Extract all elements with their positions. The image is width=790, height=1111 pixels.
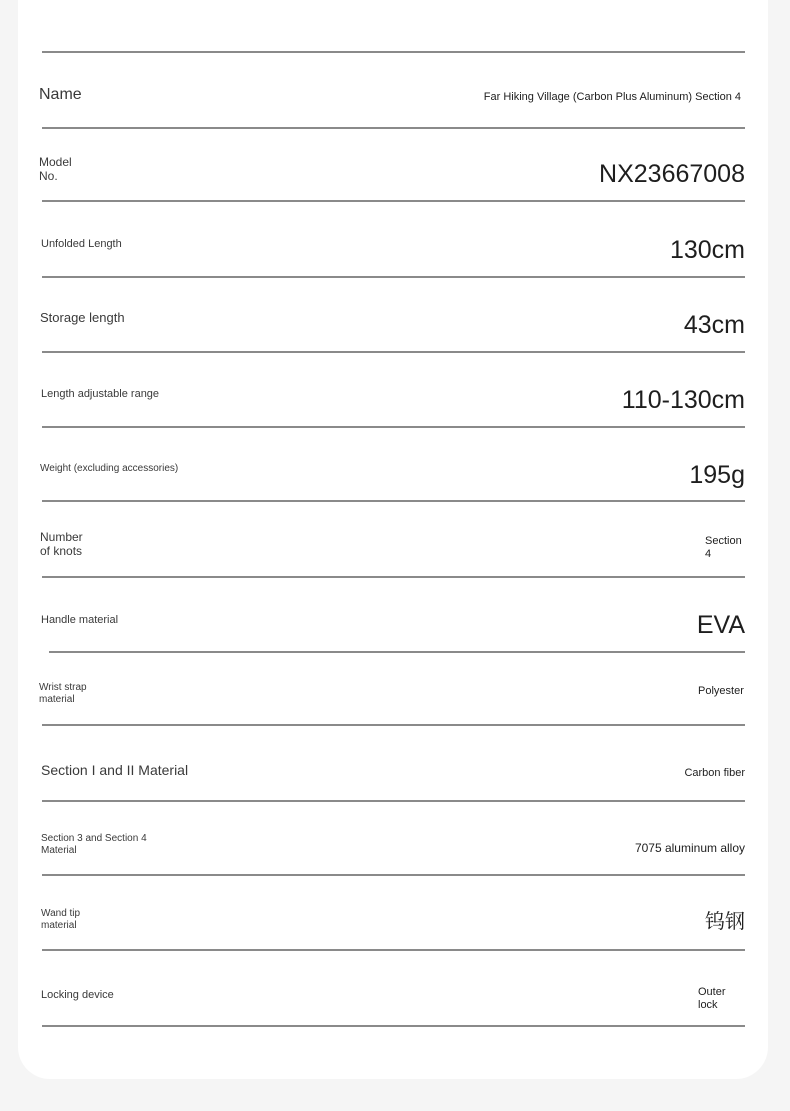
divider <box>42 51 745 53</box>
divider <box>42 576 745 578</box>
spec-label-weight: Weight (excluding accessories) <box>40 463 179 474</box>
divider <box>42 874 745 876</box>
spec-value-adjustable-range: 110-130cm <box>621 386 745 414</box>
divider <box>42 426 745 428</box>
spec-value-wand-tip-material: 钨钢 <box>705 911 745 933</box>
spec-label-wrist-strap-material: Wrist strap material <box>39 682 87 705</box>
divider <box>42 276 745 278</box>
divider <box>42 949 745 951</box>
spec-value-locking-device: Outer lock <box>698 986 726 1011</box>
spec-value-section-1-2-material: Carbon fiber <box>684 767 745 779</box>
spec-label-storage-length: Storage length <box>40 310 125 325</box>
divider <box>42 351 745 353</box>
spec-label-section-1-2-material: Section I and II Material <box>41 762 189 778</box>
spec-label-unfolded-length: Unfolded Length <box>41 238 122 250</box>
spec-label-number-of-knots: Number of knots <box>40 530 83 558</box>
spec-value-weight: 195g <box>689 461 745 489</box>
spec-label-locking-device: Locking device <box>41 989 114 1001</box>
spec-value-name: Far Hiking Village (Carbon Plus Aluminum) Section 4 <box>483 91 741 103</box>
divider <box>42 1025 745 1027</box>
divider <box>42 500 745 502</box>
divider <box>49 651 745 653</box>
spec-label-wand-tip-material: Wand tip material <box>41 908 81 931</box>
spec-value-section-3-4-material: 7075 aluminum alloy <box>634 841 745 855</box>
divider <box>42 724 745 726</box>
spec-value-storage-length: 43cm <box>683 311 745 339</box>
spec-label-name: Name <box>39 86 82 103</box>
spec-value-unfolded-length: 130cm <box>669 236 745 264</box>
spec-value-number-of-knots: Section 4 <box>705 535 742 560</box>
spec-label-model: Model No. <box>39 155 72 183</box>
spec-label-section-3-4-material: Section 3 and Section 4 Material <box>41 833 147 856</box>
divider <box>42 800 745 802</box>
divider <box>42 200 745 202</box>
spec-value-model: NX23667008 <box>599 160 745 188</box>
divider <box>42 127 745 129</box>
spec-label-handle-material: Handle material <box>41 614 119 626</box>
spec-label-adjustable-range: Length adjustable range <box>41 388 160 400</box>
spec-value-wrist-strap-material: Polyester <box>698 685 744 697</box>
spec-value-handle-material: EVA <box>696 611 745 639</box>
